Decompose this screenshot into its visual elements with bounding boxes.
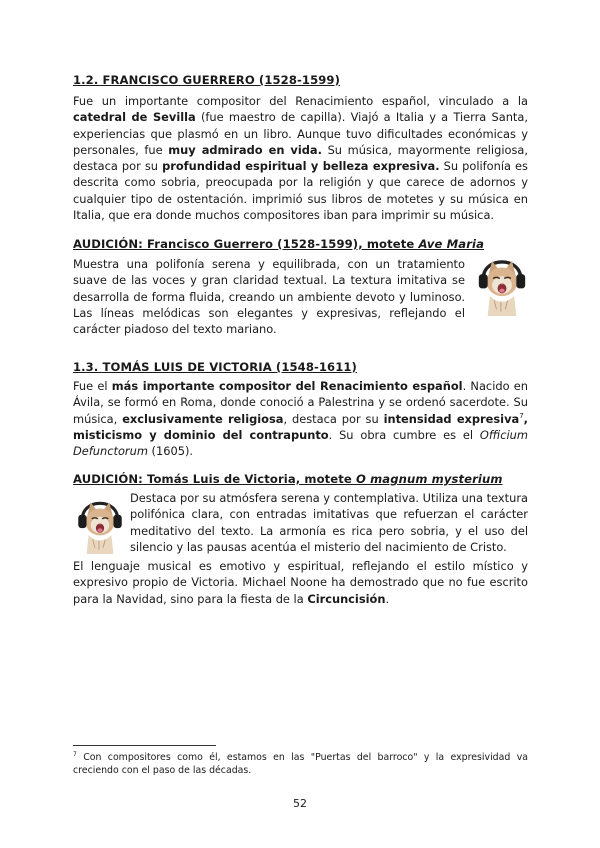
audicion-heading-victoria: AUDICIÓN: Tomás Luis de Victoria, motete O magnum mysterium xyxy=(73,472,503,486)
audicion-text-guerrero: Muestra una polifonía serena y equilibrada, con un tratamiento suave de las voces y gran claridad textual. La textura imitativa se desarrolla de forma fluida, creando un ambiente devoto y luminoso. Las líneas melódicas son elegantes y expresivas, reflejando el carácter piadoso del texto mariano. xyxy=(73,257,465,337)
guerrero-paragraph: Fue un importante compositor del Renacimiento español, vinculado a la catedral de Sevilla (fue maestro de capilla). Viajó a Italia y a Tierra Santa, experiencias que plasmó en un libro. Aunque tuvo dificultades económicas y personales, fue muy admirado en vida. Su música, mayormente religiosa, destaca por su profundidad espiritual y belleza expresiva. Su polifonía es descrita como sobria, preocupada por la religión y que carece de adornos y cualquier tipo de ostentación. imprimió sus libros de motetes y su música en Italia, que era donde muchos compositores iban para imprimir su música. xyxy=(73,94,528,223)
audicion-text-victoria: Destaca por su atmósfera serena y contemplativa. Utiliza una textura polifónica clara, con entradas imitativas que refuerzan el carácter meditativo del texto. La armonía es rica pero sobria, y el uso del silencio y las pausas acentúa el misterio del nacimiento de Cristo. xyxy=(130,491,528,554)
page-number: 52 xyxy=(293,797,307,810)
victoria-paragraph: Fue el más importante compositor del Renacimiento español. Nacido en Ávila, se formó en Roma, donde conoció a Palestrina y se ordenó sacerdote. Su música, exclusivamente religiosa, destaca por su intensidad expresiva$^7$, misticismo y dominio del contrapunto. Su obra cumbre es el Officium Defunctorum (1605). xyxy=(73,379,529,459)
section-heading-victoria: 1.3. TOMÁS LUIS DE VICTORIA (1548-1611) xyxy=(73,360,357,374)
victoria-paragraph-2: El lenguaje musical es emotivo y espiritual, reflejando el estilo místico y expresivo propio de Victoria. Michael Noone ha demostrado que no fue escrito para la Navidad, sino para la fiesta de la Circuncisión. xyxy=(73,559,528,606)
footnote-ref[interactable]: 7 xyxy=(519,411,524,420)
cat-headphones-icon xyxy=(75,494,125,554)
section-heading-guerrero: 1.2. FRANCISCO GUERRERO (1528-1599) xyxy=(73,73,340,87)
cat-headphones-icon xyxy=(475,252,529,316)
audicion-heading-guerrero: AUDICIÓN: Francisco Guerrero (1528-1599), motete Ave Maria xyxy=(73,237,485,251)
footnote-divider xyxy=(73,745,216,746)
footnote: $^7$ Con compositores como él, estamos en las "Puertas del barroco" y la expresividad va creciendo con el paso de las décadas. xyxy=(73,750,528,776)
